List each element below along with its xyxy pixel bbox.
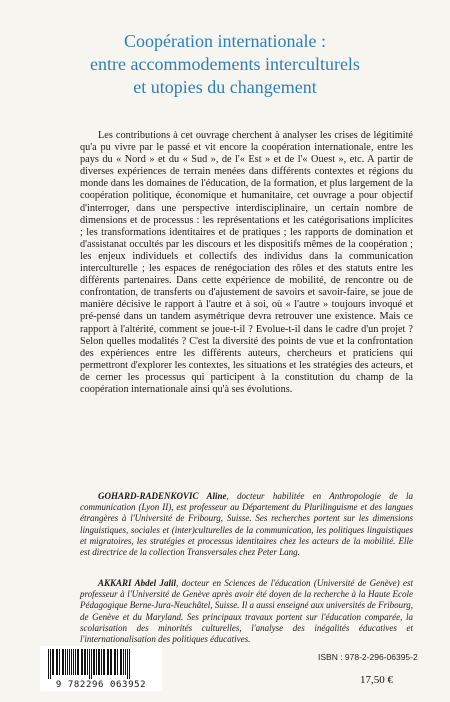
barcode-bar xyxy=(117,649,118,675)
title-line-2: entre accommodements interculturels xyxy=(90,54,360,74)
barcode-bar xyxy=(103,649,105,675)
barcode-bar xyxy=(101,649,102,675)
barcode-bar xyxy=(89,649,90,679)
author-name-1: GOHARD-RADENKOVIC Aline xyxy=(98,491,227,501)
barcode-bar xyxy=(107,649,109,675)
author-bio-2 xyxy=(80,578,413,645)
barcode-bar xyxy=(71,649,72,675)
barcode-bar xyxy=(75,649,76,675)
barcode-bar xyxy=(48,649,49,679)
price: 17,50 € xyxy=(360,674,393,686)
barcode-bar xyxy=(129,649,130,679)
barcode-bar xyxy=(114,649,116,675)
barcode-bar xyxy=(69,649,70,675)
barcode-bar xyxy=(110,649,112,675)
barcode-bar xyxy=(127,649,128,679)
barcode-bar xyxy=(91,649,92,679)
book-title xyxy=(0,30,450,99)
barcode-bar xyxy=(56,649,58,675)
barcode-bar xyxy=(96,649,97,675)
author-bio-text-2: , docteur en Sciences de l'éducation (Université de Genève) est professeur à l'Université de Genève après avoir été doyen de la recherche à la Haute Ecole Pédagogique Berne-Jura-Neuchâtel, Suisse. Il a aussi enseigné aux universités de Fribourg, de Genève et du Maryland. Ses principaux travaux portent sur l'éducation comparée, la scolarisation des minorités culturelles, l'analyse des inégalités éducatives et l'internationalisation des politiques éducatives. xyxy=(80,578,413,645)
barcode-bar xyxy=(59,649,60,675)
barcode-bar xyxy=(87,649,88,675)
barcode-bar xyxy=(50,649,51,679)
barcode-digits: 9 782296 063952 xyxy=(55,680,147,690)
barcode-bar xyxy=(125,649,126,675)
author-name-2: AKKARI Abdel Jalil xyxy=(98,578,176,588)
barcode xyxy=(40,646,162,691)
barcode-bar xyxy=(81,649,83,675)
summary-paragraph: Les contributions à cet ouvrage cherchent à analyser les crises de légitimité qu'a pu vivre par le passé et vit encore la coopération internationale, entre les pays du « Nord » et du « Sud », de l'« Est » et de l'« Ouest », etc. A partir de diverses expériences de terrain menées dans différents contextes et régions du monde dans les domaines de l'éducation, de la formation, et plus largement de la coopération politique, économique et humanitaire, cet ouvrage a pour objectif d'interroger, dans une perspective interdisciplinaire, un certain nombre de dimensions et de processus : les représentations et les catégorisations implicites ; les transformations identitaires et de pratiques ; les rapports de domination et d'assistanat occultés par les discours et les dispositifs mêmes de la coopération ; les enjeux individuels et collectifs des individus dans la communication interculturelle ; les espaces de renégociation des rôles et des statuts entre les différents partenaires. Dans cette expérience de mobilité, de rencontre ou de confrontation, de transferts ou d'ajustement de savoirs et savoir-faire, se joue de manière décisive le rapport à l'autre et à soi, où « l'autre » toujours invoqué et pré-pensé dans un tandem asymétrique devra retrouver une existence. Mais ce rapport à l'altérité, comment se joue-t-il ? Evolue-t-il dans le cadre d'un projet ? Selon quelles modalités ? C'est la diversité des points de vue et la confrontation des expériences entre les différents auteurs, chercheurs et praticiens qui permettront d'explorer les contextes, les situations et les stratégies des acteurs, et de cerner les processus qui participent à la constitution du champ de la coopération internationale ainsi qu'à ses évolutions. xyxy=(80,130,413,395)
barcode-bar xyxy=(93,649,95,675)
isbn: ISBN : 978-2-296-06395-2 xyxy=(318,652,418,662)
author-bio-text-1: , docteur habilitée en Anthropologie de la communication (Lyon II), est professeur au Département du Plurilinguisme et des langues étrangères à l'Université de Fribourg, Suisse. Ses recherches portent sur les dimensions linguistiques, sociales et (inter)culturelles de la communication, les politiques linguistiques et migratoires, les stratégies et processus identitaires chez les acteurs de la mobilité. Elle est directrice de la collection Transversales chez Peter Lang. xyxy=(80,491,413,558)
barcode-bar xyxy=(65,649,66,675)
barcode-bar xyxy=(52,649,54,675)
barcode-bar xyxy=(77,649,79,675)
barcode-bar xyxy=(67,649,68,675)
barcode-bars xyxy=(46,649,156,679)
author-bio-1 xyxy=(80,491,413,558)
barcode-bar xyxy=(98,649,100,675)
barcode-bar xyxy=(73,649,74,675)
barcode-bar xyxy=(62,649,64,675)
barcode-bar xyxy=(84,649,86,675)
title-line-3: et utopies du changement xyxy=(133,77,317,97)
barcode-bar xyxy=(123,649,124,675)
barcode-bar xyxy=(120,649,122,675)
title-line-1: Coopération internationale : xyxy=(124,31,326,51)
